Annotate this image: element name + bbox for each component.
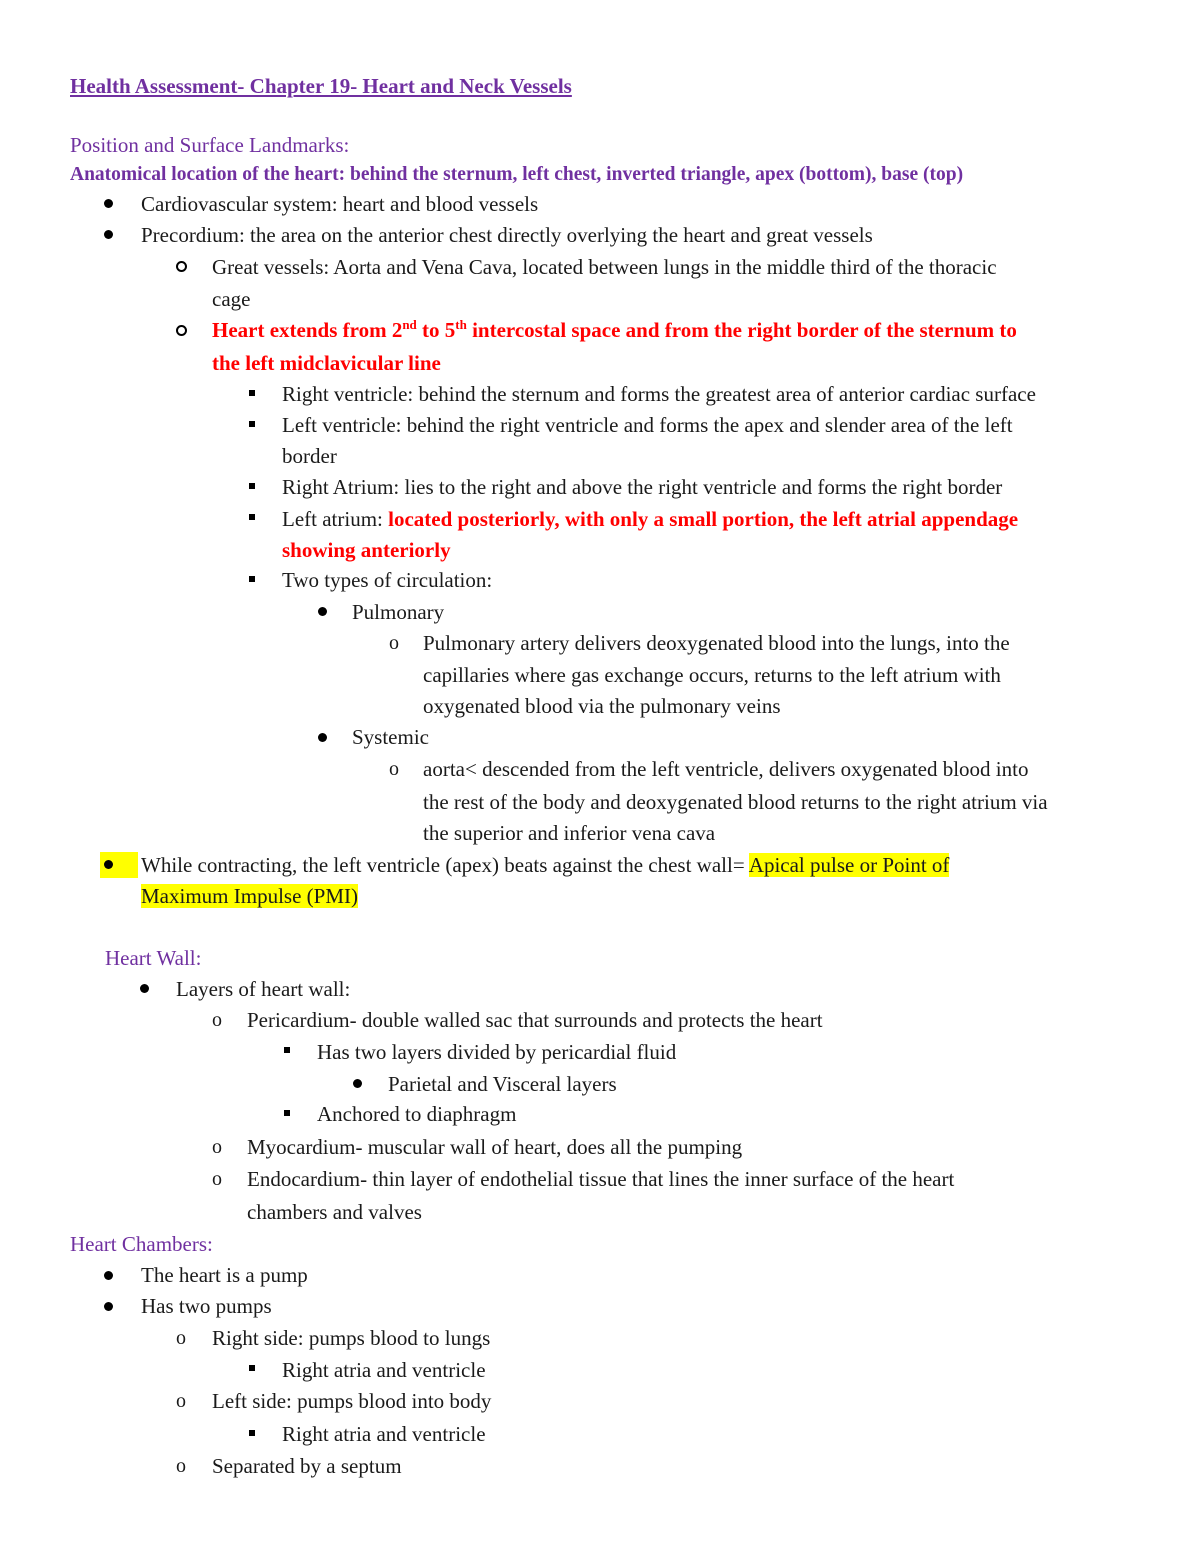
square-bullet [284,1110,290,1116]
list-item: Right Atrium: lies to the right and above the right ventricle and forms the right border [282,475,1003,499]
list-item: Parietal and Visceral layers [388,1072,617,1096]
list-item: Right atria and ventricle [282,1358,486,1382]
list-item: Right ventricle: behind the sternum and forms the greatest area of anterior cardiac surface [282,382,1036,406]
section-heading-heart-wall: Heart Wall: [105,946,202,970]
list-item-continuation: the superior and inferior vena cava [423,821,716,845]
list-item: Left atrium: located posteriorly, with only a small portion, the left atrial appendage [282,507,1019,531]
square-bullet [284,1047,290,1053]
disc-bullet [318,607,327,616]
list-item: Endocardium- thin layer of endothelial tissue that lines the inner surface of the heart [247,1167,955,1191]
circle-bullet: o [212,1136,222,1158]
list-item-continuation: showing anteriorly [282,538,451,562]
circle-bullet: o [212,1009,222,1031]
square-bullet [249,1430,255,1436]
circle-bullet: o [176,1455,186,1477]
list-item-continuation: oxygenated blood via the pulmonary veins [423,694,781,718]
disc-bullet [104,860,113,869]
disc-bullet [140,984,149,993]
section-heading-position: Position and Surface Landmarks: [70,133,350,157]
list-item: Pulmonary [352,600,445,624]
list-item: Left side: pumps blood into body [212,1389,492,1413]
list-item: The heart is a pump [141,1263,308,1287]
disc-bullet [104,230,113,239]
circle-bullet: o [176,1327,186,1349]
page-title: Health Assessment- Chapter 19- Heart and Neck Vessels [70,74,572,98]
list-item: Anchored to diaphragm [317,1102,517,1126]
circle-bullet: o [389,758,399,780]
list-item: Separated by a septum [212,1454,402,1478]
circle-bullet: o [176,1390,186,1412]
heart-extends-emphasis: Heart extends from 2nd to 5th intercostal space and from the right border of the sternum to [212,317,1017,342]
disc-bullet [104,199,113,208]
ring-bullet [176,261,187,272]
disc-bullet [104,1271,113,1280]
list-item: Great vessels: Aorta and Vena Cava, located between lungs in the middle third of the thoracic [212,255,997,279]
ring-bullet [176,325,187,336]
list-item: Two types of circulation: [282,568,493,592]
square-bullet [249,514,255,520]
list-item: Right side: pumps blood to lungs [212,1326,491,1350]
square-bullet [249,576,255,582]
square-bullet [249,1365,255,1371]
square-bullet [249,421,255,427]
circle-bullet: o [212,1168,222,1190]
pmi-list-item-continuation: Maximum Impulse (PMI) [141,884,358,908]
list-item-continuation: chambers and valves [247,1200,422,1224]
list-item-continuation: cage [212,287,251,311]
list-item-continuation: capillaries where gas exchange occurs, returns to the left atrium with [423,663,1001,687]
disc-bullet [353,1079,362,1088]
list-item: Cardiovascular system: heart and blood vessels [141,192,539,216]
list-item: Pulmonary artery delivers deoxygenated blood into the lungs, into the [423,631,1010,655]
list-item-continuation: border [282,444,337,468]
square-bullet [249,483,255,489]
heart-extends-emphasis-continuation: the left midclavicular line [212,351,441,375]
list-item-continuation: the rest of the body and deoxygenated blood returns to the right atrium via [423,790,1048,814]
pmi-list-item: While contracting, the left ventricle (apex) beats against the chest wall= Apical pulse or Point of [141,853,950,877]
list-item: Systemic [352,725,429,749]
list-item: Myocardium- muscular wall of heart, does all the pumping [247,1135,743,1159]
list-item: Has two pumps [141,1294,272,1318]
list-item: aorta< descended from the left ventricle, delivers oxygenated blood into [423,757,1029,781]
square-bullet [249,390,255,396]
section-heading-heart-chambers: Heart Chambers: [70,1232,213,1256]
list-item: Pericardium- double walled sac that surrounds and protects the heart [247,1008,823,1032]
disc-bullet [104,1302,113,1311]
disc-bullet [318,733,327,742]
list-item: Layers of heart wall: [176,977,351,1001]
list-item: Left ventricle: behind the right ventricle and forms the apex and slender area of the left [282,413,1013,437]
list-item: Has two layers divided by pericardial fluid [317,1040,677,1064]
list-item: Right atria and ventricle [282,1422,486,1446]
circle-bullet: o [389,632,399,654]
list-item: Precordium: the area on the anterior chest directly overlying the heart and great vessels [141,223,873,247]
anatomical-location-subheading: Anatomical location of the heart: behind the sternum, left chest, inverted triangle, apex (bottom), base (top) [70,164,964,185]
